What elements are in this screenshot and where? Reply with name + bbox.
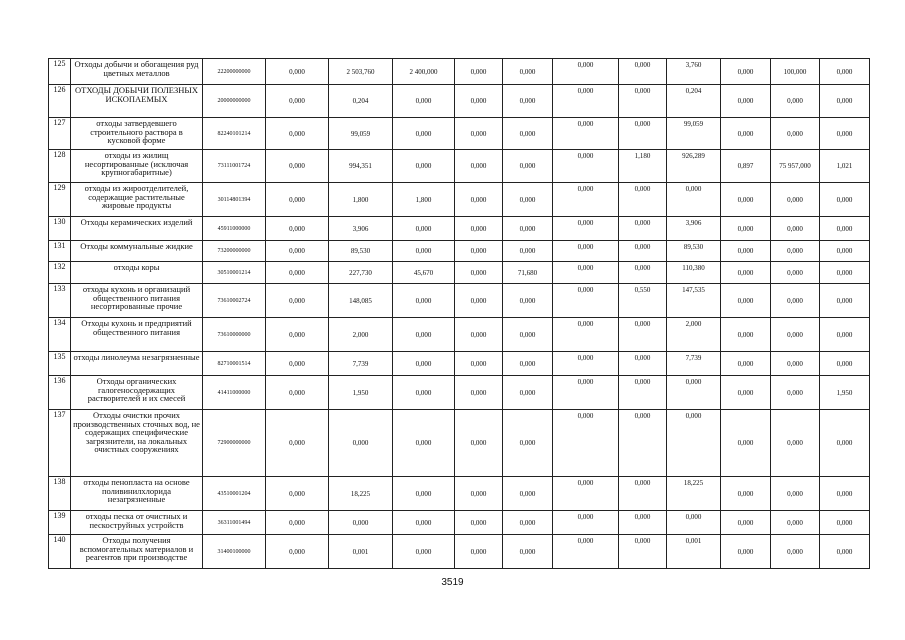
- value-cell-c2: 3,906: [329, 217, 393, 241]
- value-cell-c5: 0,000: [503, 477, 553, 511]
- waste-name-cell: Отходы керамических изделий: [71, 217, 203, 241]
- waste-name-cell: Отходы получения вспомогательных материалов и реагентов при производстве: [71, 535, 203, 569]
- value-cell-c9: 0,000: [721, 284, 771, 318]
- value-cell-c8: 147,535: [667, 284, 721, 318]
- value-cell-c2: 0,000: [329, 410, 393, 477]
- value-cell-c5: 0,000: [503, 376, 553, 410]
- value-cell-c6: 0,000: [553, 477, 619, 511]
- value-cell-c3: 0,000: [393, 352, 455, 376]
- value-cell-c4: 0,000: [455, 85, 503, 118]
- value-cell-c2: 7,739: [329, 352, 393, 376]
- value-cell-c1: 0,000: [266, 241, 329, 262]
- waste-name-cell: отходы пенопласта на основе поливинилхлорида незагрязненные: [71, 477, 203, 511]
- value-cell-c7: 0,000: [619, 410, 667, 477]
- row-number: 137: [49, 410, 71, 477]
- value-cell-c2: 0,000: [329, 511, 393, 535]
- value-cell-c3: 0,000: [393, 318, 455, 352]
- value-cell-c9: 0,000: [721, 118, 771, 150]
- table-row: [49, 59, 870, 85]
- value-cell-c1: 0,000: [266, 150, 329, 183]
- value-cell-c5: 0,000: [503, 241, 553, 262]
- fkko-code-cell: 41411000000: [203, 376, 266, 410]
- value-cell-c11: 1,021: [820, 150, 870, 183]
- value-cell-c10: 0,000: [771, 352, 820, 376]
- table-row: [49, 241, 870, 262]
- table-row: [49, 262, 870, 284]
- value-cell-c9: 0,000: [721, 318, 771, 352]
- value-cell-c2: 227,730: [329, 262, 393, 284]
- waste-name-cell: Отходы коммунальные жидкие: [71, 241, 203, 262]
- waste-name-cell: Отходы добычи и обогащения руд цветных металлов: [71, 59, 203, 85]
- value-cell-c7: 0,000: [619, 376, 667, 410]
- value-cell-c9: 0,000: [721, 262, 771, 284]
- page-number: 3519: [441, 577, 464, 588]
- value-cell-c1: 0,000: [266, 59, 329, 85]
- value-cell-c9: 0,000: [721, 59, 771, 85]
- value-cell-c3: 45,670: [393, 262, 455, 284]
- value-cell-c10: 75 957,000: [771, 150, 820, 183]
- value-cell-c9: 0,000: [721, 352, 771, 376]
- value-cell-c10: 0,000: [771, 217, 820, 241]
- value-cell-c9: 0,897: [721, 150, 771, 183]
- value-cell-c1: 0,000: [266, 410, 329, 477]
- value-cell-c9: 0,000: [721, 85, 771, 118]
- value-cell-c8: 0,204: [667, 85, 721, 118]
- value-cell-c3: 0,000: [393, 217, 455, 241]
- value-cell-c4: 0,000: [455, 183, 503, 217]
- row-number: 134: [49, 318, 71, 352]
- value-cell-c6: 0,000: [553, 376, 619, 410]
- value-cell-c4: 0,000: [455, 477, 503, 511]
- value-cell-c4: 0,000: [455, 352, 503, 376]
- value-cell-c2: 89,530: [329, 241, 393, 262]
- value-cell-c8: 0,000: [667, 511, 721, 535]
- value-cell-c3: 1,800: [393, 183, 455, 217]
- value-cell-c6: 0,000: [553, 284, 619, 318]
- value-cell-c1: 0,000: [266, 85, 329, 118]
- value-cell-c2: 1,950: [329, 376, 393, 410]
- value-cell-c9: 0,000: [721, 217, 771, 241]
- value-cell-c8: 926,289: [667, 150, 721, 183]
- value-cell-c8: 0,000: [667, 410, 721, 477]
- value-cell-c10: 0,000: [771, 535, 820, 569]
- fkko-code-cell: 36311001494: [203, 511, 266, 535]
- value-cell-c1: 0,000: [266, 262, 329, 284]
- value-cell-c11: 0,000: [820, 241, 870, 262]
- value-cell-c9: 0,000: [721, 410, 771, 477]
- value-cell-c7: 0,000: [619, 511, 667, 535]
- value-cell-c10: 0,000: [771, 410, 820, 477]
- value-cell-c5: 0,000: [503, 410, 553, 477]
- waste-name-cell: ОТХОДЫ ДОБЫЧИ ПОЛЕЗНЫХ ИСКОПАЕМЫХ: [71, 85, 203, 118]
- value-cell-c11: 0,000: [820, 535, 870, 569]
- fkko-code-cell: 73610002724: [203, 284, 266, 318]
- table-row: [49, 477, 870, 511]
- value-cell-c1: 0,000: [266, 477, 329, 511]
- value-cell-c5: 0,000: [503, 535, 553, 569]
- fkko-code-cell: 73200000000: [203, 241, 266, 262]
- row-number: 126: [49, 85, 71, 118]
- value-cell-c5: 0,000: [503, 284, 553, 318]
- value-cell-c7: 0,000: [619, 118, 667, 150]
- value-cell-c7: 0,000: [619, 85, 667, 118]
- value-cell-c1: 0,000: [266, 376, 329, 410]
- value-cell-c10: 0,000: [771, 183, 820, 217]
- value-cell-c4: 0,000: [455, 318, 503, 352]
- row-number: 125: [49, 59, 71, 85]
- value-cell-c5: 0,000: [503, 85, 553, 118]
- fkko-code-cell: 45911000000: [203, 217, 266, 241]
- value-cell-c5: 0,000: [503, 150, 553, 183]
- value-cell-c8: 2,000: [667, 318, 721, 352]
- table-row: [49, 118, 870, 150]
- value-cell-c4: 0,000: [455, 217, 503, 241]
- value-cell-c10: 0,000: [771, 241, 820, 262]
- value-cell-c1: 0,000: [266, 118, 329, 150]
- value-cell-c9: 0,000: [721, 241, 771, 262]
- table-row: [49, 376, 870, 410]
- value-cell-c11: 0,000: [820, 477, 870, 511]
- value-cell-c6: 0,000: [553, 183, 619, 217]
- table-row: [49, 410, 870, 477]
- value-cell-c4: 0,000: [455, 511, 503, 535]
- value-cell-c3: 0,000: [393, 85, 455, 118]
- fkko-code-cell: 30510001214: [203, 262, 266, 284]
- value-cell-c8: 89,530: [667, 241, 721, 262]
- value-cell-c10: 100,000: [771, 59, 820, 85]
- value-cell-c3: 0,000: [393, 477, 455, 511]
- value-cell-c9: 0,000: [721, 511, 771, 535]
- value-cell-c6: 0,000: [553, 217, 619, 241]
- value-cell-c1: 0,000: [266, 535, 329, 569]
- value-cell-c10: 0,000: [771, 511, 820, 535]
- value-cell-c4: 0,000: [455, 150, 503, 183]
- value-cell-c2: 994,351: [329, 150, 393, 183]
- row-number: 130: [49, 217, 71, 241]
- row-number: 131: [49, 241, 71, 262]
- value-cell-c3: 2 400,000: [393, 59, 455, 85]
- value-cell-c5: 0,000: [503, 217, 553, 241]
- value-cell-c2: 18,225: [329, 477, 393, 511]
- table-row: [49, 85, 870, 118]
- value-cell-c2: 0,001: [329, 535, 393, 569]
- value-cell-c3: 0,000: [393, 150, 455, 183]
- fkko-code-cell: 43510001204: [203, 477, 266, 511]
- value-cell-c6: 0,000: [553, 410, 619, 477]
- row-number: 136: [49, 376, 71, 410]
- value-cell-c11: 0,000: [820, 262, 870, 284]
- waste-name-cell: отходы кухонь и организаций общественного питания несортированные прочие: [71, 284, 203, 318]
- value-cell-c5: 0,000: [503, 318, 553, 352]
- value-cell-c11: 1,950: [820, 376, 870, 410]
- value-cell-c8: 0,000: [667, 376, 721, 410]
- value-cell-c11: 0,000: [820, 511, 870, 535]
- value-cell-c8: 110,380: [667, 262, 721, 284]
- table-row: [49, 183, 870, 217]
- value-cell-c7: 0,000: [619, 183, 667, 217]
- row-number: 127: [49, 118, 71, 150]
- value-cell-c4: 0,000: [455, 59, 503, 85]
- value-cell-c1: 0,000: [266, 217, 329, 241]
- value-cell-c3: 0,000: [393, 410, 455, 477]
- row-number: 129: [49, 183, 71, 217]
- value-cell-c1: 0,000: [266, 511, 329, 535]
- value-cell-c6: 0,000: [553, 262, 619, 284]
- value-cell-c8: 0,000: [667, 183, 721, 217]
- table-row: [49, 535, 870, 569]
- fkko-code-cell: 20000000000: [203, 85, 266, 118]
- value-cell-c2: 99,059: [329, 118, 393, 150]
- table-row: [49, 352, 870, 376]
- waste-name-cell: отходы затвердевшего строительного раствора в кусковой форме: [71, 118, 203, 150]
- table-row: [49, 217, 870, 241]
- value-cell-c2: 0,204: [329, 85, 393, 118]
- value-cell-c7: 0,000: [619, 262, 667, 284]
- value-cell-c5: 0,000: [503, 511, 553, 535]
- row-number: 139: [49, 511, 71, 535]
- value-cell-c2: 148,085: [329, 284, 393, 318]
- value-cell-c7: 1,180: [619, 150, 667, 183]
- fkko-code-cell: 31400100000: [203, 535, 266, 569]
- value-cell-c6: 0,000: [553, 511, 619, 535]
- value-cell-c6: 0,000: [553, 535, 619, 569]
- value-cell-c3: 0,000: [393, 511, 455, 535]
- value-cell-c7: 0,550: [619, 284, 667, 318]
- waste-name-cell: отходы линолеума незагрязненные: [71, 352, 203, 376]
- waste-name-cell: Отходы органических галогеносодержащих растворителей и их смесей: [71, 376, 203, 410]
- row-number: 132: [49, 262, 71, 284]
- value-cell-c8: 7,739: [667, 352, 721, 376]
- value-cell-c5: 0,000: [503, 59, 553, 85]
- value-cell-c5: 0,000: [503, 352, 553, 376]
- value-cell-c4: 0,000: [455, 262, 503, 284]
- value-cell-c6: 0,000: [553, 241, 619, 262]
- waste-name-cell: отходы из жироотделителей, содержащие растительные жировые продукты: [71, 183, 203, 217]
- row-number: 128: [49, 150, 71, 183]
- value-cell-c2: 1,800: [329, 183, 393, 217]
- table-row: [49, 284, 870, 318]
- value-cell-c5: 71,680: [503, 262, 553, 284]
- value-cell-c7: 0,000: [619, 59, 667, 85]
- value-cell-c6: 0,000: [553, 118, 619, 150]
- value-cell-c4: 0,000: [455, 284, 503, 318]
- waste-name-cell: Отходы кухонь и предприятий общественного питания: [71, 318, 203, 352]
- value-cell-c7: 0,000: [619, 477, 667, 511]
- value-cell-c4: 0,000: [455, 118, 503, 150]
- value-cell-c3: 0,000: [393, 535, 455, 569]
- value-cell-c10: 0,000: [771, 318, 820, 352]
- fkko-code-cell: 82240101214: [203, 118, 266, 150]
- value-cell-c8: 3,906: [667, 217, 721, 241]
- value-cell-c3: 0,000: [393, 118, 455, 150]
- fkko-code-cell: 82710001514: [203, 352, 266, 376]
- value-cell-c2: 2 503,760: [329, 59, 393, 85]
- value-cell-c7: 0,000: [619, 352, 667, 376]
- value-cell-c3: 0,000: [393, 284, 455, 318]
- value-cell-c6: 0,000: [553, 318, 619, 352]
- value-cell-c10: 0,000: [771, 376, 820, 410]
- value-cell-c8: 18,225: [667, 477, 721, 511]
- value-cell-c6: 0,000: [553, 352, 619, 376]
- table-row: [49, 511, 870, 535]
- row-number: 140: [49, 535, 71, 569]
- value-cell-c7: 0,000: [619, 535, 667, 569]
- row-number: 133: [49, 284, 71, 318]
- value-cell-c11: 0,000: [820, 284, 870, 318]
- value-cell-c9: 0,000: [721, 477, 771, 511]
- value-cell-c8: 0,001: [667, 535, 721, 569]
- value-cell-c11: 0,000: [820, 118, 870, 150]
- value-cell-c10: 0,000: [771, 262, 820, 284]
- value-cell-c8: 99,059: [667, 118, 721, 150]
- value-cell-c7: 0,000: [619, 241, 667, 262]
- value-cell-c5: 0,000: [503, 118, 553, 150]
- value-cell-c5: 0,000: [503, 183, 553, 217]
- fkko-code-cell: 73111001724: [203, 150, 266, 183]
- value-cell-c4: 0,000: [455, 241, 503, 262]
- value-cell-c10: 0,000: [771, 85, 820, 118]
- row-number: 135: [49, 352, 71, 376]
- row-number: 138: [49, 477, 71, 511]
- value-cell-c9: 0,000: [721, 183, 771, 217]
- value-cell-c7: 0,000: [619, 217, 667, 241]
- table-row: [49, 150, 870, 183]
- value-cell-c6: 0,000: [553, 150, 619, 183]
- value-cell-c11: 0,000: [820, 352, 870, 376]
- value-cell-c6: 0,000: [553, 85, 619, 118]
- fkko-code-cell: 22200000000: [203, 59, 266, 85]
- value-cell-c3: 0,000: [393, 376, 455, 410]
- value-cell-c11: 0,000: [820, 85, 870, 118]
- waste-name-cell: отходы из жилищ несортированные (исключая крупногабаритные): [71, 150, 203, 183]
- value-cell-c11: 0,000: [820, 318, 870, 352]
- value-cell-c10: 0,000: [771, 477, 820, 511]
- value-cell-c2: 2,000: [329, 318, 393, 352]
- value-cell-c1: 0,000: [266, 352, 329, 376]
- value-cell-c10: 0,000: [771, 118, 820, 150]
- table-row: [49, 318, 870, 352]
- value-cell-c7: 0,000: [619, 318, 667, 352]
- value-cell-c9: 0,000: [721, 376, 771, 410]
- value-cell-c11: 0,000: [820, 59, 870, 85]
- value-cell-c4: 0,000: [455, 376, 503, 410]
- value-cell-c4: 0,000: [455, 410, 503, 477]
- waste-table: [48, 58, 870, 569]
- fkko-code-cell: 73610000000: [203, 318, 266, 352]
- value-cell-c1: 0,000: [266, 284, 329, 318]
- waste-name-cell: Отходы очистки прочих производственных сточных вод, не содержащих специфические загрязнители, на локальных очистных сооружениях: [71, 410, 203, 477]
- value-cell-c8: 3,760: [667, 59, 721, 85]
- fkko-code-cell: 30114801394: [203, 183, 266, 217]
- value-cell-c6: 0,000: [553, 59, 619, 85]
- value-cell-c4: 0,000: [455, 535, 503, 569]
- value-cell-c10: 0,000: [771, 284, 820, 318]
- table-body: [49, 59, 870, 569]
- waste-name-cell: отходы коры: [71, 262, 203, 284]
- value-cell-c11: 0,000: [820, 183, 870, 217]
- value-cell-c11: 0,000: [820, 217, 870, 241]
- value-cell-c3: 0,000: [393, 241, 455, 262]
- value-cell-c1: 0,000: [266, 318, 329, 352]
- value-cell-c1: 0,000: [266, 183, 329, 217]
- fkko-code-cell: 72900000000: [203, 410, 266, 477]
- value-cell-c11: 0,000: [820, 410, 870, 477]
- value-cell-c9: 0,000: [721, 535, 771, 569]
- waste-name-cell: отходы песка от очистных и пескоструйных устройств: [71, 511, 203, 535]
